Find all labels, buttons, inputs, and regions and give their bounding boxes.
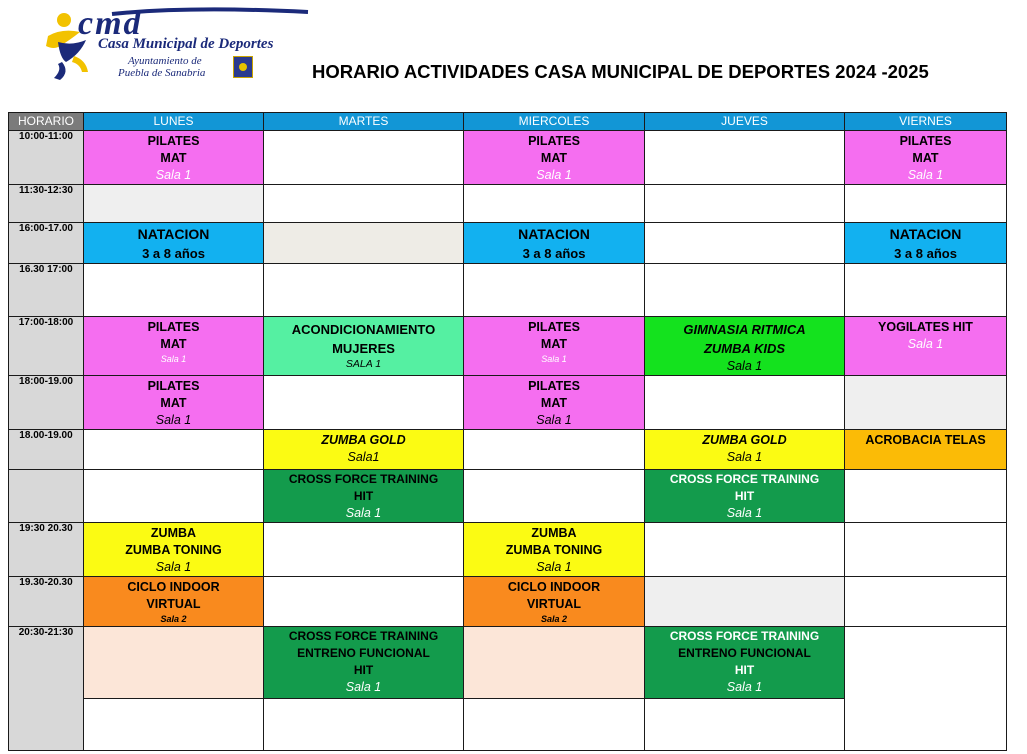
activity-sub: ZUMBA TONING [125, 543, 222, 557]
empty-cell [84, 699, 264, 751]
activity-sub: ENTRENO FUNCIONAL [297, 646, 430, 660]
room-label: Sala 1 [907, 337, 944, 351]
empty-cell [845, 264, 1007, 317]
empty-cell [464, 470, 645, 523]
time-cell: 20:30-21:30 [9, 627, 84, 751]
empty-cell [264, 376, 464, 430]
table-row [9, 376, 1007, 430]
activity-name: PILATES [528, 320, 580, 334]
activity-cell [645, 430, 845, 470]
table-row [9, 627, 1007, 699]
activity-cell [84, 131, 264, 185]
logo-ayuntamiento: Ayuntamiento de [128, 55, 202, 67]
empty-cell [464, 430, 645, 470]
activity-sub: ZUMBA TONING [505, 543, 603, 557]
empty-cell [264, 185, 464, 223]
empty-cell [645, 523, 845, 577]
table-row [9, 185, 1007, 223]
activity-sub: MAT [540, 396, 568, 410]
empty-cell [645, 131, 845, 185]
activity-sub-2: HIT [353, 663, 374, 677]
room-label: Sala 1 [345, 506, 382, 520]
empty-cell [464, 627, 645, 699]
activity-sub: 3 a 8 años [142, 246, 205, 261]
activity-name: GIMNASIA RITMICA [683, 322, 806, 337]
activity-cell [464, 223, 645, 264]
empty-cell [845, 470, 1007, 523]
activity-cell [464, 376, 645, 430]
activity-name: PILATES [528, 379, 580, 393]
activity-sub: VIRTUAL [146, 597, 201, 611]
activity-name: ACONDICIONAMIENTO [291, 322, 436, 337]
empty-cell [464, 699, 645, 751]
room-label: Sala 1 [726, 359, 763, 373]
empty-cell [845, 627, 1007, 751]
empty-cell [464, 185, 645, 223]
activity-name: ZUMBA GOLD [321, 433, 406, 447]
table-row [9, 223, 1007, 264]
page-title: HORARIO ACTIVIDADES CASA MUNICIPAL DE DEPORTES 2024 -2025 [312, 61, 929, 82]
schedule-table [8, 112, 1007, 751]
empty-cell [645, 223, 845, 264]
activity-name: CROSS FORCE TRAINING [669, 472, 820, 486]
empty-cell [84, 264, 264, 317]
empty-cell [845, 577, 1007, 627]
empty-cell [264, 131, 464, 185]
room-label: Sala 1 [541, 354, 567, 364]
activity-name: CICLO INDOOR [507, 580, 601, 594]
crest-icon [233, 56, 253, 78]
activity-cell [464, 577, 645, 627]
activity-sub: MAT [912, 151, 939, 165]
empty-cell [645, 577, 845, 627]
time-cell: 19.30-20.30 [9, 577, 84, 627]
activity-name: ZUMBA [531, 526, 577, 540]
table-row [9, 264, 1007, 317]
empty-cell [845, 523, 1007, 577]
activity-name: PILATES [528, 134, 580, 148]
time-cell: 10:00-11:00 [9, 131, 84, 185]
activity-name: NATACION [518, 226, 590, 242]
empty-cell [645, 376, 845, 430]
activity-cell [645, 470, 845, 523]
table-row [9, 131, 1007, 185]
logo-municipality: Puebla de Sanabria [118, 67, 206, 79]
activity-cell [845, 430, 1007, 470]
table-row [9, 523, 1007, 577]
time-cell: 17:00-18:00 [9, 317, 84, 376]
activity-sub: VIRTUAL [526, 597, 582, 611]
activity-name: CICLO INDOOR [127, 580, 220, 594]
empty-cell [845, 185, 1007, 223]
logo [40, 6, 312, 84]
empty-cell [84, 185, 264, 223]
room-label: Sala 1 [160, 354, 187, 364]
activity-sub: HIT [734, 489, 755, 503]
activity-sub: MAT [160, 396, 187, 410]
activity-cell [84, 523, 264, 577]
activity-cell [464, 523, 645, 577]
activity-cell [84, 376, 264, 430]
header-jueves: JUEVES [645, 113, 845, 131]
header-miercoles: MIERCOLES [464, 113, 645, 131]
empty-cell [264, 699, 464, 751]
activity-name: NATACION [137, 226, 210, 242]
table-row [9, 430, 1007, 470]
room-label: Sala 1 [345, 680, 382, 694]
activity-cell [84, 223, 264, 264]
activity-sub: MUJERES [332, 341, 395, 356]
activity-name: NATACION [889, 226, 962, 242]
table-row [9, 577, 1007, 627]
room-label: SALA 1 [345, 358, 382, 370]
time-cell [9, 470, 84, 523]
time-cell: 16.30 17:00 [9, 264, 84, 317]
activity-cell [645, 317, 845, 376]
header-martes: MARTES [264, 113, 464, 131]
activity-sub: HIT [353, 489, 374, 503]
activity-cell [845, 223, 1007, 264]
table-row [9, 317, 1007, 376]
activity-cell [264, 317, 464, 376]
empty-cell [264, 223, 464, 264]
empty-cell [845, 376, 1007, 430]
room-label: Sala 1 [726, 450, 763, 464]
activity-name: PILATES [147, 134, 200, 148]
room-label: Sala 1 [536, 560, 572, 574]
activity-sub: 3 a 8 años [894, 246, 957, 261]
activity-cell [464, 317, 645, 376]
empty-cell [464, 264, 645, 317]
empty-cell [645, 185, 845, 223]
time-cell: 16:00-17.00 [9, 223, 84, 264]
activity-cell [264, 627, 464, 699]
activity-name: ZUMBA [150, 526, 197, 540]
activity-name: CROSS FORCE TRAINING [288, 472, 439, 486]
room-label: Sala 1 [536, 413, 572, 427]
header-row [9, 113, 1007, 131]
activity-cell [845, 317, 1007, 376]
room-label: Sala 1 [536, 168, 572, 182]
header-viernes: VIERNES [845, 113, 1007, 131]
header-horario: HORARIO [9, 113, 84, 131]
empty-cell [84, 430, 264, 470]
activity-sub: MAT [540, 151, 568, 165]
activity-cell [84, 317, 264, 376]
activity-name: CROSS FORCE TRAINING [669, 629, 820, 643]
empty-cell [84, 470, 264, 523]
empty-cell [264, 523, 464, 577]
empty-cell [264, 264, 464, 317]
activity-cell [464, 131, 645, 185]
room-label: Sala 2 [160, 614, 187, 624]
activity-name: PILATES [147, 320, 200, 334]
activity-name: YOGILATES HIT [878, 320, 973, 334]
logo-letters: cmd [78, 6, 143, 42]
activity-cell [645, 627, 845, 699]
activity-cell [845, 131, 1007, 185]
activity-name: ZUMBA GOLD [702, 433, 787, 447]
activity-sub: 3 a 8 años [522, 246, 586, 261]
activity-name: PILATES [147, 379, 200, 393]
activity-sub: MAT [160, 337, 187, 351]
logo-name: Casa Municipal de Deportes [98, 36, 274, 52]
room-label: Sala 1 [155, 560, 192, 574]
time-cell: 19:30 20.30 [9, 523, 84, 577]
time-cell: 11:30-12:30 [9, 185, 84, 223]
empty-cell [645, 699, 845, 751]
activity-cell [264, 430, 464, 470]
activity-sub-2: HIT [734, 663, 755, 677]
room-label: Sala 2 [540, 614, 568, 624]
room-label: Sala 1 [155, 168, 192, 182]
activity-name: CROSS FORCE TRAINING [288, 629, 439, 643]
activity-cell [264, 470, 464, 523]
empty-cell [84, 627, 264, 699]
time-cell: 18.00-19.00 [9, 430, 84, 470]
room-label: Sala 1 [907, 168, 944, 182]
header-lunes: LUNES [84, 113, 264, 131]
empty-cell [264, 577, 464, 627]
activity-name: ACROBACIA TELAS [865, 433, 986, 447]
room-label: Sala1 [347, 450, 380, 464]
activity-sub: ENTRENO FUNCIONAL [678, 646, 811, 660]
room-label: Sala 1 [726, 506, 763, 520]
activity-sub: MAT [540, 337, 568, 351]
activity-sub: ZUMBA KIDS [703, 341, 786, 356]
activity-cell [84, 577, 264, 627]
empty-cell [645, 264, 845, 317]
room-label: Sala 1 [726, 680, 763, 694]
activity-sub: MAT [160, 151, 187, 165]
time-cell: 18:00-19.00 [9, 376, 84, 430]
activity-name: PILATES [899, 134, 952, 148]
table-row [9, 470, 1007, 523]
room-label: Sala 1 [155, 413, 192, 427]
